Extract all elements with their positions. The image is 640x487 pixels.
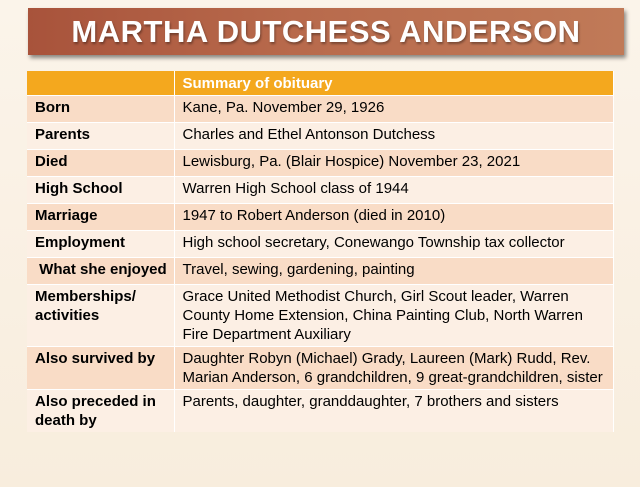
header-summary-cell: Summary of obituary [174,71,613,96]
row-value: Lewisburg, Pa. (Blair Hospice) November 23, 2021 [174,150,613,177]
row-label: Employment [27,231,174,258]
row-label: Also preceded in death by [27,390,174,433]
row-label: Also survived by [27,347,174,390]
row-label: High School [27,177,174,204]
row-label: Marriage [27,204,174,231]
row-label: Born [27,96,174,123]
table-row [27,204,613,231]
table-row [27,150,613,177]
title-banner [28,8,624,55]
row-value: 1947 to Robert Anderson (died in 2010) [174,204,613,231]
row-value: Charles and Ethel Antonson Dutchess [174,123,613,150]
row-value: Travel, sewing, gardening, painting [174,258,613,285]
row-label: Parents [27,123,174,150]
table-row [27,285,613,347]
row-label: Died [27,150,174,177]
obituary-table [27,71,614,432]
table-row [27,347,613,390]
table-row [27,258,613,285]
row-value: High school secretary, Conewango Township tax collector [174,231,613,258]
table-row [27,96,613,123]
table-row [27,390,613,433]
table-header-row [27,71,613,96]
header-label-cell [27,71,174,96]
row-value: Warren High School class of 1944 [174,177,613,204]
row-value: Parents, daughter, granddaughter, 7 brothers and sisters [174,390,613,433]
table-row [27,123,613,150]
table-row [27,231,613,258]
row-label: What she enjoyed [27,258,174,285]
row-value: Daughter Robyn (Michael) Grady, Laureen (Mark) Rudd, Rev. Marian Anderson, 6 grandchildren, 9 great-grandchildren, sister [174,347,613,390]
row-label: Memberships/ activities [27,285,174,347]
page-title: MARTHA DUTCHESS ANDERSON [71,13,581,49]
row-value: Grace United Methodist Church, Girl Scout leader, Warren County Home Extension, China Painting Club, North Warren Fire Department Auxiliary [174,285,613,347]
row-value: Kane, Pa. November 29, 1926 [174,96,613,123]
table-row [27,177,613,204]
